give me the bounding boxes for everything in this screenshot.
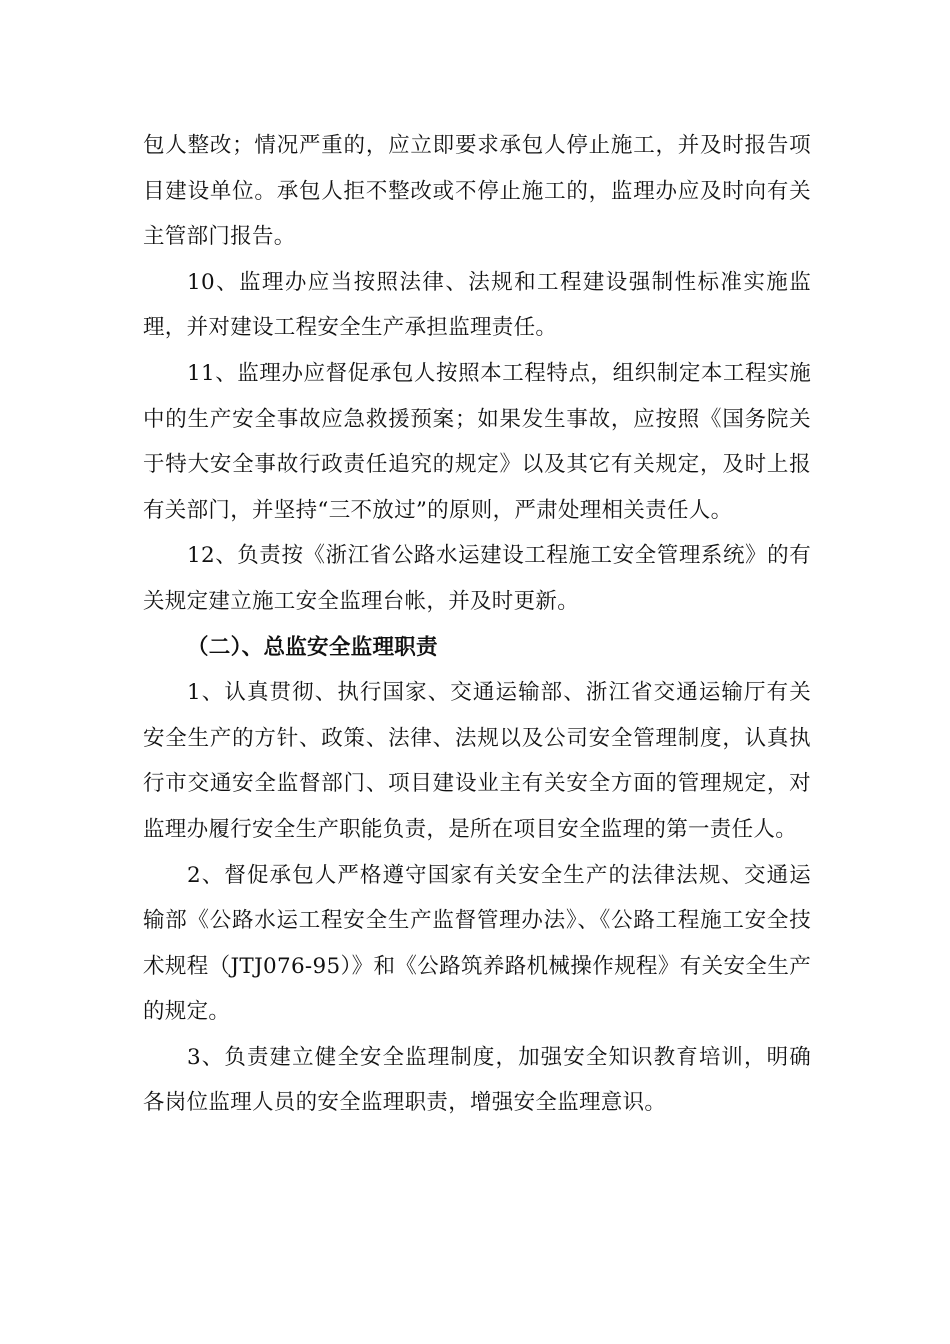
section-paragraph-1: 1、认真贯彻、执行国家、交通运输部、浙江省交通运输厅有关安全生产的方针、政策、法律、法规以及公司安全管理制度，认真执行市交通安全监督部门、项目建设业主有关安全方面的管理规定，对监理办履行安全生产职能负责，是所在项目安全监理的第一责任人。 <box>143 680 811 842</box>
paragraph-item-10: 10、监理办应当按照法律、法规和工程建设强制性标准实施监理，并对建设工程安全生产承担监理责任。 <box>143 269 811 341</box>
section-paragraph-3: 3、负责建立健全安全监理制度，加强安全知识教育培训，明确各岗位监理人员的安全监理职责，增强安全监理意识。 <box>143 1044 811 1116</box>
section-heading: （二）、总监安全监理职责 <box>187 634 438 660</box>
paragraph-item-12: 12、负责按《浙江省公路水运建设工程施工安全管理系统》的有关规定建立施工安全监理台帐，并及时更新。 <box>143 543 811 614</box>
paragraph-continued: 包人整改；情况严重的，应立即要求承包人停止施工，并及时报告项目建设单位。承包人拒不整改或不停止施工的，监理办应及时向有关主管部门报告。 <box>143 133 811 250</box>
document-body <box>143 123 811 1126</box>
paragraph-item-11: 11、监理办应督促承包人按照本工程特点，组织制定本工程实施中的生产安全事故应急救援预案；如果发生事故，应按照《国务院关于特大安全事故行政责任追究的规定》以及其它有关规定，及时上报有关部门，并坚持“三不放过”的原则，严肃处理相关责任人。 <box>143 360 811 523</box>
section-paragraph-2: 2、督促承包人严格遵守国家有关安全生产的法律法规、交通运输部《公路水运工程安全生产监督管理办法》、《公路工程施工安全技术规程（JTJ076-95）》和《公路筑养路机械操作规程》有关安全生产的规定。 <box>143 862 811 1025</box>
